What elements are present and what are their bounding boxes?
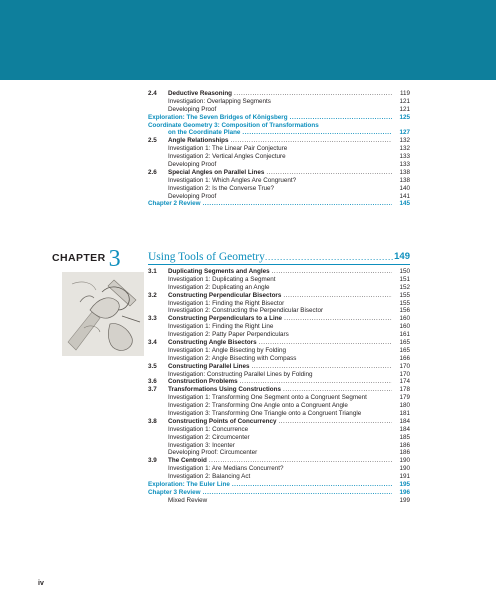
- page-number: 184: [399, 417, 410, 425]
- leader-dots: [203, 489, 393, 497]
- toc-subentry[interactable]: [148, 402, 410, 410]
- page-number: 138: [399, 168, 410, 176]
- leader-dots: [203, 200, 393, 208]
- page-number: 160: [399, 315, 410, 323]
- toc-subentry[interactable]: [148, 434, 410, 442]
- toc-subentry[interactable]: [148, 371, 410, 379]
- toc-entry[interactable]: [148, 363, 410, 371]
- page-number: 170: [399, 370, 410, 378]
- entry-title: Construction Problems: [168, 378, 238, 386]
- toc-subentry[interactable]: [148, 442, 410, 450]
- page-number: 156: [399, 307, 410, 315]
- entry-title: Investigation 2: Circumcenter: [168, 433, 250, 441]
- toc-subentry[interactable]: [148, 153, 410, 161]
- entry-title: Constructing Parallel Lines: [168, 362, 250, 370]
- toc-entry[interactable]: [148, 122, 410, 130]
- toc-subentry[interactable]: [148, 410, 410, 418]
- entry-title: Constructing Perpendicular Bisectors: [168, 291, 282, 299]
- section-number: 3.6: [148, 378, 157, 386]
- toc-subentry[interactable]: [148, 307, 410, 315]
- page-number: 195: [399, 481, 410, 489]
- page-number: 132: [399, 137, 410, 145]
- entry-title: Coordinate Geometry 3: Composition of Transformations: [148, 121, 319, 129]
- toc-entry[interactable]: [148, 386, 410, 394]
- page-number: 119: [399, 90, 410, 97]
- toc-subentry[interactable]: [148, 497, 410, 505]
- page-number: 190: [399, 457, 410, 465]
- entry-title: Chapter 3 Review: [148, 488, 201, 496]
- toc-entry[interactable]: [148, 169, 410, 177]
- chapter-title: Using Tools of Geometry: [148, 251, 265, 263]
- entry-title: Investigation 2: Balancing Act: [168, 473, 251, 481]
- page-number: 186: [399, 449, 410, 457]
- entry-title: Investigation 2: Patty Paper Perpendiculars: [168, 331, 289, 339]
- entry-title: Investigation 3: Transforming One Triangle onto a Congruent Triangle: [168, 410, 362, 418]
- entry-title: Investigation 1: Transforming One Segment onto a Congruent Segment: [168, 394, 367, 402]
- entry-title: Investigation 1: Duplicating a Segment: [168, 275, 276, 283]
- toc-chapter-2-continued: [148, 90, 410, 208]
- page-number: 165: [399, 339, 410, 347]
- entry-title: The Centroid: [168, 457, 207, 465]
- leader-dots: [272, 268, 392, 276]
- page-number: 150: [399, 268, 410, 275]
- page-number: 145: [399, 200, 410, 208]
- page-number: 181: [399, 410, 410, 418]
- entry-title: Investigation 1: Finding the Right Bisector: [168, 299, 285, 307]
- page-number: 165: [399, 346, 410, 354]
- page-number: 138: [399, 176, 410, 184]
- page-number: 180: [399, 402, 410, 410]
- entry-title: Transformations Using Constructions: [168, 386, 282, 394]
- toc-subentry[interactable]: [148, 185, 410, 193]
- entry-title: Investigation: Constructing Parallel Lines by Folding: [168, 370, 313, 378]
- entry-title: Investigation 2: Angle Bisecting with Compass: [168, 354, 297, 362]
- toc-subentry[interactable]: [148, 284, 410, 292]
- page-number: 133: [399, 161, 410, 169]
- page-number: 155: [399, 299, 410, 307]
- toc-subentry[interactable]: [148, 465, 410, 473]
- page-number: 178: [399, 386, 410, 394]
- leader-dots: [240, 378, 392, 386]
- hands-drawing-illustration: [62, 272, 144, 356]
- toc-subentry[interactable]: [148, 177, 410, 185]
- page-number: 179: [399, 394, 410, 402]
- page-number: 121: [399, 97, 410, 105]
- entry-title: Investigation 1: Angle Bisecting by Folding: [168, 346, 286, 354]
- toc-entry[interactable]: [148, 114, 410, 122]
- section-number: 3.7: [148, 386, 157, 394]
- page-number: 191: [399, 473, 410, 481]
- toc-subentry[interactable]: [148, 106, 410, 114]
- page-number: 152: [399, 283, 410, 291]
- entry-title: Investigation 2: Duplicating an Angle: [168, 283, 270, 291]
- entry-title: Investigation 3: Incenter: [168, 441, 235, 449]
- page-number: 174: [399, 378, 410, 386]
- page-number: 185: [399, 433, 410, 441]
- leader-dots: [232, 481, 392, 489]
- toc-entry[interactable]: [148, 418, 410, 426]
- page-number: 160: [399, 323, 410, 331]
- toc-subentry[interactable]: [148, 355, 410, 363]
- page-number: 141: [399, 192, 410, 200]
- header-banner: [0, 0, 496, 80]
- toc-chapter-3: [148, 268, 410, 505]
- leader-dots: [266, 169, 392, 177]
- chapter-label: CHAPTER 3: [52, 246, 121, 272]
- page-number: 186: [399, 441, 410, 449]
- entry-title: Investigation 2: Is the Converse True?: [168, 184, 275, 192]
- entry-title: Deductive Reasoning: [168, 90, 233, 97]
- page-number: 121: [399, 105, 410, 113]
- section-number: 2.5: [148, 137, 157, 145]
- page-folio: iv: [38, 580, 44, 587]
- leader-dots: [242, 129, 392, 137]
- section-number: 3.3: [148, 315, 157, 323]
- page-number: 127: [399, 129, 410, 137]
- toc-subentry[interactable]: [148, 473, 410, 481]
- leader-dots: [231, 137, 392, 145]
- toc-entry[interactable]: [148, 481, 410, 489]
- section-number: 3.2: [148, 291, 157, 299]
- page-number: 166: [399, 354, 410, 362]
- entry-title: Mixed Review: [168, 496, 208, 504]
- page-number: 199: [399, 496, 410, 504]
- toc-entry[interactable]: [148, 137, 410, 145]
- page-number: 125: [399, 113, 410, 121]
- leader-dots: [290, 114, 392, 122]
- leader-dots: [234, 90, 392, 98]
- entry-title: Investigation 1: Finding the Right Line: [168, 323, 274, 331]
- chapter-illustration: [62, 272, 144, 356]
- entry-title: Investigation 1: Which Angles Are Congruent?: [168, 176, 297, 184]
- entry-title: Developing Proof: Circumcenter: [168, 449, 258, 457]
- chapter-heading[interactable]: [148, 247, 410, 265]
- section-number: 3.8: [148, 417, 157, 425]
- page-number: 190: [399, 465, 410, 473]
- entry-title: Investigation: Overlapping Segments: [168, 97, 271, 105]
- leader-dots: [252, 363, 392, 371]
- toc-entry[interactable]: [148, 457, 410, 465]
- entry-title: Exploration: The Seven Bridges of Königsberg: [148, 113, 288, 121]
- toc-subentry[interactable]: [148, 161, 410, 169]
- leader-dots: [283, 386, 392, 394]
- entry-title: Investigation 1: The Linear Pair Conjecture: [168, 145, 288, 153]
- section-number: 3.4: [148, 339, 157, 347]
- leader-dots: [283, 292, 392, 300]
- chapter-page: 149: [394, 251, 410, 262]
- section-number: 2.4: [148, 90, 157, 97]
- entry-title: Chapter 2 Review: [148, 200, 201, 208]
- toc-subentry[interactable]: [148, 276, 410, 284]
- leader-dots: [209, 457, 392, 465]
- page-number: 184: [399, 425, 410, 433]
- page-number: 170: [399, 362, 410, 370]
- toc-entry[interactable]: [148, 339, 410, 347]
- entry-title: Developing Proof: [168, 192, 217, 200]
- entry-title: Investigation 2: Vertical Angles Conjecture: [168, 153, 286, 161]
- toc-subentry[interactable]: [148, 193, 410, 201]
- entry-title: Developing Proof: [168, 105, 217, 113]
- entry-title: Investigation 1: Are Medians Concurrent?: [168, 465, 284, 473]
- page-number: 151: [399, 275, 410, 283]
- leader-dots: [278, 418, 392, 426]
- entry-title: Investigation 2: Constructing the Perpendicular Bisector: [168, 307, 324, 315]
- page-number: 133: [399, 153, 410, 161]
- leader-dots: [284, 315, 392, 323]
- toc-entry[interactable]: [148, 378, 410, 386]
- toc-subentry[interactable]: [148, 300, 410, 308]
- chapter-number: 3: [108, 246, 121, 272]
- toc-subentry[interactable]: [148, 394, 410, 402]
- entry-title: Investigation 2: Transforming One Angle onto a Congruent Angle: [168, 402, 348, 410]
- toc-subentry[interactable]: [148, 426, 410, 434]
- leader-dots: [259, 339, 392, 347]
- toc-subentry[interactable]: [148, 145, 410, 153]
- toc-entry[interactable]: [148, 292, 410, 300]
- page-number: 155: [399, 291, 410, 299]
- toc-entry[interactable]: [148, 268, 410, 276]
- section-number: 3.1: [148, 268, 157, 275]
- toc-subentry[interactable]: [148, 347, 410, 355]
- entry-title: Exploration: The Euler Line: [148, 481, 230, 489]
- section-number: 2.6: [148, 168, 157, 176]
- page-number: 161: [399, 331, 410, 339]
- entry-title: on the Coordinate Plane: [168, 129, 241, 137]
- entry-title: Constructing Perpendiculars to a Line: [168, 315, 283, 323]
- toc-entry[interactable]: [148, 129, 410, 137]
- leader-dots: [265, 252, 394, 264]
- section-number: 3.9: [148, 457, 157, 465]
- page-number: 196: [399, 488, 410, 496]
- entry-title: Constructing Angle Bisectors: [168, 339, 257, 347]
- toc-entry[interactable]: [148, 200, 410, 208]
- toc-entry[interactable]: [148, 315, 410, 323]
- toc-entry[interactable]: [148, 489, 410, 497]
- toc-subentry[interactable]: [148, 331, 410, 339]
- entry-title: Duplicating Segments and Angles: [168, 268, 270, 275]
- section-number: 3.5: [148, 362, 157, 370]
- entry-title: Special Angles on Parallel Lines: [168, 168, 265, 176]
- page-number: 132: [399, 145, 410, 153]
- entry-title: Developing Proof: [168, 161, 217, 169]
- toc-subentry[interactable]: [148, 323, 410, 331]
- entry-title: Constructing Points of Concurrency: [168, 417, 277, 425]
- entry-title: Investigation 1: Concurrence: [168, 425, 249, 433]
- page-number: 140: [399, 184, 410, 192]
- entry-title: Angle Relationships: [168, 137, 229, 145]
- toc-entry[interactable]: [148, 90, 410, 98]
- toc-subentry[interactable]: [148, 449, 410, 457]
- toc-subentry[interactable]: [148, 98, 410, 106]
